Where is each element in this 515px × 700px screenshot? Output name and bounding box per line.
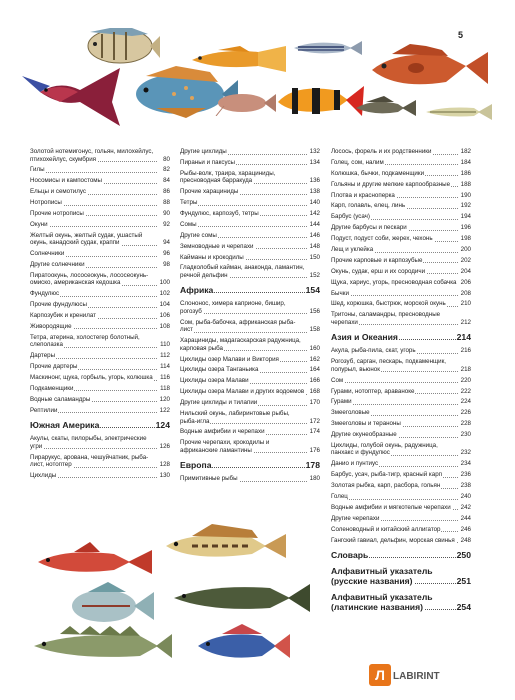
toc-entry[interactable]: Гольяны и другие мелкие карпообразные 188 [331, 180, 471, 188]
fish-illustration-blue-gourami [192, 622, 290, 670]
toc-section-heading[interactable]: Европа 178 [180, 460, 320, 471]
toc-entry[interactable]: Нотрописы 88 [30, 199, 170, 207]
toc-entry[interactable]: Гурами, нотоптер, араваноке 222 [331, 387, 471, 395]
toc-entry[interactable]: Другие цихлиды 132 [180, 148, 320, 155]
toc-section-heading[interactable]: Южная Америка 124 [30, 420, 170, 431]
toc-section-heading[interactable]: Африка 154 [180, 285, 320, 296]
toc-entry[interactable]: Водные амфибии и черепахи 174 [180, 428, 320, 436]
toc-entry[interactable]: Гурами 224 [331, 398, 471, 406]
toc-entry[interactable]: Водные амфибии и мягкотелые черепахи 242 [331, 503, 471, 511]
toc-entry[interactable]: Шед, корюшка, быстрюк, морской окунь 210 [331, 300, 471, 308]
toc-entry[interactable]: Тетры 140 [180, 199, 320, 207]
toc-entry[interactable]: Подуст, подуст соби, жерех, чехонь 198 [331, 235, 471, 243]
toc-entry[interactable]: Солнечники 96 [30, 250, 170, 258]
toc-entry[interactable]: Другие черепахи 244 [331, 514, 471, 522]
toc-entry[interactable]: Золотая рыбка, карп, расбора, гольян 238 [331, 482, 471, 490]
fish-illustration-sculpin [354, 94, 416, 120]
fish-illustration-bichir [30, 618, 172, 668]
toc-entry[interactable]: Другие сомы 146 [180, 231, 320, 239]
toc-entry[interactable]: Тетра, атерина, холостегер болотный, слеполазка 110 [30, 333, 170, 349]
toc-entry[interactable]: Фундулюс 102 [30, 290, 170, 298]
toc-entry[interactable]: Цихлиды озер Малави и Виктория 162 [180, 355, 320, 363]
toc-entry[interactable]: Прочие черепахи, крокодилы и африканские ламантины 176 [180, 439, 320, 454]
toc-section-heading[interactable]: Словарь 250 [331, 550, 471, 561]
toc-column-1 [30, 148, 170, 483]
brand-watermark: LABIRINT [393, 671, 440, 682]
toc-entry[interactable]: Цихлиды озера Танганьика 164 [180, 366, 320, 374]
toc-entry[interactable]: Другие солнечники 98 [30, 261, 170, 269]
toc-entry[interactable]: Цихлиды, голубой окунь, радужница, панхакс и фундулюс 232 [331, 441, 471, 457]
toc-entry[interactable]: Гангский гавиал, дельфин, морская свинья 248 [331, 536, 471, 544]
toc-entry[interactable]: Прочие нотрописы 90 [30, 209, 170, 217]
toc-entry[interactable]: Золотой нотемигонус, гольян, милохейлус, птихохейлус, скумбрия 80 [30, 148, 170, 163]
toc-entry[interactable]: Прочие дартеры 114 [30, 363, 170, 371]
fish-illustration-gourami [214, 90, 276, 116]
toc-entry[interactable]: Цихлиды озера Малави и других водоемов 168 [180, 388, 320, 396]
toc-entry[interactable]: Пирарукус, арована, чешуйчатник, рыба-лист, нотоптер 128 [30, 453, 170, 469]
toc-entry[interactable]: Лосось, форель и их родственники 182 [331, 148, 471, 155]
toc-entry[interactable]: Прочие карповые и карпозубые 202 [331, 256, 471, 264]
toc-entry[interactable]: Барбус, усач, рыба-тигр, красный карп 236 [331, 471, 471, 479]
toc-entry[interactable]: Змееголовы и тераноны 228 [331, 420, 471, 428]
toc-entry[interactable]: Цихлиды 130 [30, 471, 170, 479]
toc-entry[interactable]: Окунь, судак, ерш и их сородичи 204 [331, 267, 471, 275]
page-number: 5 [458, 30, 464, 40]
toc-entry[interactable]: Плотва и красноперка 190 [331, 191, 471, 199]
fish-illustration-pike-minnow [424, 100, 492, 122]
toc-entry[interactable]: Подкаменщики 118 [30, 384, 170, 392]
toc-entry[interactable]: Нильский окунь, лабиринтовые рыбы, рыба-игла 172 [180, 410, 320, 425]
fish-illustration-rockfish [366, 40, 490, 98]
toc-entry[interactable]: Живородящие 108 [30, 322, 170, 330]
toc-entry[interactable]: Щука, хариус, угорь, пресноводная собачка 206 [331, 278, 471, 286]
toc-entry[interactable]: Лещ и уклейка 200 [331, 246, 471, 254]
toc-entry[interactable]: Харациниды, мадагаскарская радужница, карповая рыба 160 [180, 337, 320, 352]
toc-entry[interactable]: Дартеры 112 [30, 352, 170, 360]
toc-entry[interactable]: Примитивные рыбы 180 [180, 475, 320, 483]
fish-illustration-betta [20, 62, 124, 128]
toc-entry[interactable]: Барбус (усач) 194 [331, 213, 471, 221]
toc-section-heading[interactable]: Алфавитный указатель (русские названия) 251 [331, 566, 471, 587]
toc-entry[interactable]: Рыбы-волк, траира, харациниды, пресноводная барракуда 136 [180, 169, 320, 185]
toc-entry[interactable]: Другие барбусы и пескари 196 [331, 224, 471, 232]
toc-entry[interactable]: Пиратоокунь, лососеокунь, лососеокунь-омиско, американская кедошка 100 [30, 271, 170, 287]
toc-entry[interactable]: Сомы 144 [180, 220, 320, 228]
toc-entry[interactable]: Окуни 92 [30, 220, 170, 228]
toc-entry[interactable]: Тритоны, саламандры, пресноводные черепахи 212 [331, 311, 471, 326]
toc-entry[interactable]: Желтый окунь, желтый судак, ушастый окунь, канадский судак, краппи 94 [30, 231, 170, 247]
toc-entry[interactable]: Прочие харациниды 138 [180, 188, 320, 196]
toc-entry[interactable]: Змееголовые 226 [331, 409, 471, 417]
toc-entry[interactable]: Гилы 82 [30, 166, 170, 174]
toc-entry[interactable]: Гладколобый кайман, анаконда, ламантин, речной дельфин 152 [180, 264, 320, 279]
toc-entry[interactable]: Земноводные и черепахи 148 [180, 242, 320, 250]
toc-entry[interactable]: Слононос, химера каприоне, бишир, рогозуб 156 [180, 300, 320, 315]
toc-entry[interactable]: Сом, рыба-бабочка, африканская рыба-лист 158 [180, 318, 320, 334]
toc-entry[interactable]: Данио и пунтиус 234 [331, 460, 471, 468]
toc-entry[interactable]: Сом 220 [331, 376, 471, 384]
toc-entry[interactable]: Водные саламандры 120 [30, 395, 170, 403]
toc-entry[interactable]: Акула, рыба-пила, скат, угорь 216 [331, 347, 471, 355]
toc-section-heading[interactable]: Алфавитный указатель (латинские названия) 254 [331, 592, 471, 613]
toc-entry[interactable]: Прочие фундулюсы 104 [30, 301, 170, 309]
toc-entry[interactable]: Рептилии 122 [30, 406, 170, 414]
fish-illustration-sculpin-bottom [162, 520, 286, 570]
fish-illustration-striped-danio [292, 38, 362, 58]
toc-section-heading[interactable]: Азия и Океания 214 [331, 332, 471, 343]
toc-entry[interactable]: Другие окунеобразные 230 [331, 431, 471, 439]
toc-entry[interactable]: Фундулюс, карпозуб, тетры 142 [180, 209, 320, 217]
toc-entry[interactable]: Другие цихлиды и тилапии 170 [180, 399, 320, 407]
brand-logo-badge: Л [369, 664, 391, 686]
toc-entry[interactable]: Бычки 208 [331, 289, 471, 297]
toc-entry[interactable]: Голец 240 [331, 493, 471, 501]
toc-entry[interactable]: Рогозуб, сарган, пескарь, подкаменщик, полурыл, вьюнок 218 [331, 358, 471, 373]
toc-entry[interactable]: Кайманы и крокодилы 150 [180, 253, 320, 261]
toc-entry[interactable]: Пираньи и паксусы 134 [180, 158, 320, 166]
toc-entry[interactable]: Карпозубик и кренилат 106 [30, 312, 170, 320]
toc-entry[interactable]: Носомисы и кампостомы 84 [30, 177, 170, 185]
fish-illustration-pike-fish [170, 578, 310, 618]
toc-entry[interactable]: Акулы, скаты, пилорыбы, электрические угри 126 [30, 435, 170, 450]
fish-illustration-clown-loach [274, 76, 364, 124]
toc-entry[interactable]: Маскинонг, щука, горбыль, угорь, колюшка 116 [30, 374, 170, 382]
toc-entry[interactable]: Соленоводный и китайский аллигатор 246 [331, 525, 471, 533]
toc-entry[interactable]: Цихлиды озера Малави 166 [180, 377, 320, 385]
toc-entry[interactable]: Ельцы и семотилус 86 [30, 188, 170, 196]
toc-column-2 [180, 148, 320, 486]
toc-entry[interactable]: Колюшка, бычки, подкаменщики 186 [331, 169, 471, 177]
toc-entry[interactable]: Карп, голавль, елец, линь 192 [331, 202, 471, 210]
fish-illustration-red-characin [34, 538, 154, 584]
toc-column-3 [331, 148, 471, 617]
toc-entry[interactable]: Голец, сом, налим 184 [331, 158, 471, 166]
